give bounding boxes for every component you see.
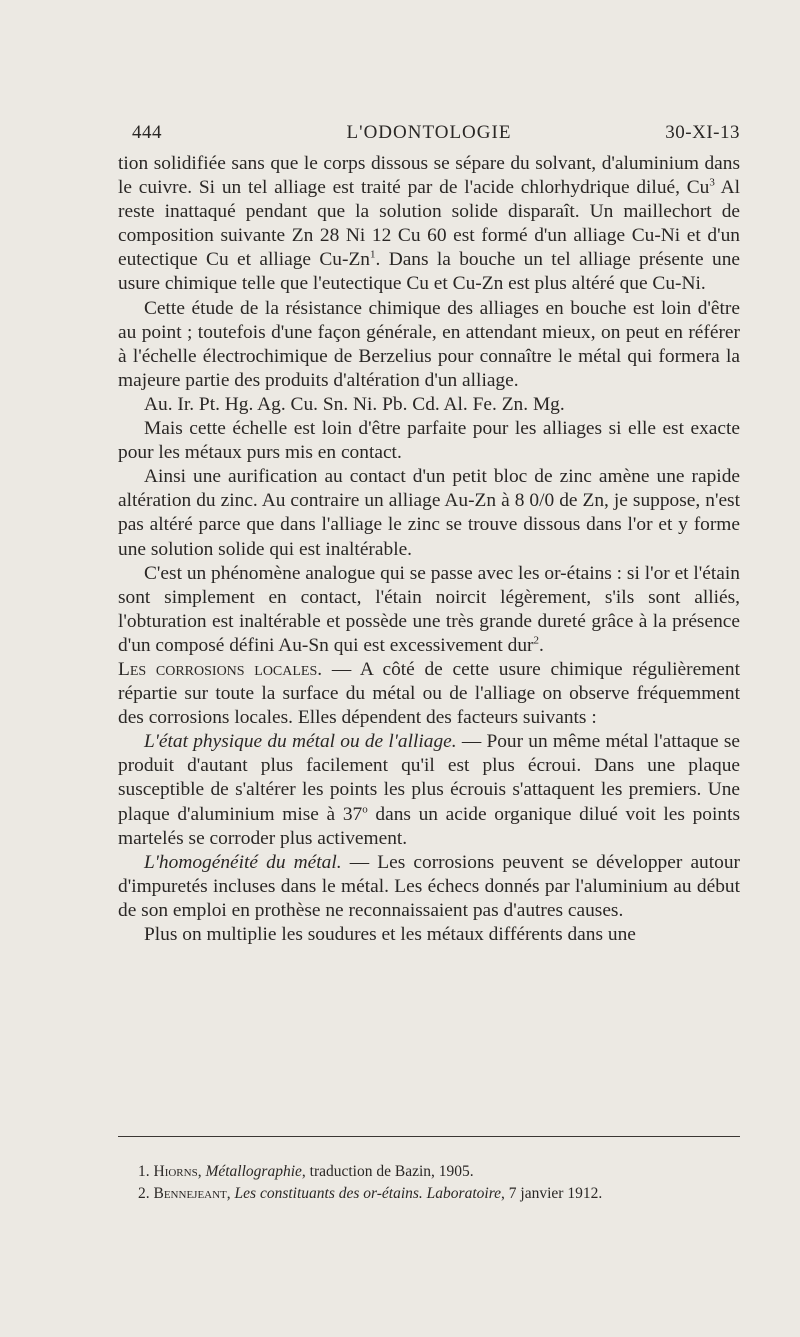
footnote-divider <box>118 1136 740 1137</box>
paragraph-7 <box>118 658 740 730</box>
footnote-title: Métallographie <box>205 1163 302 1180</box>
footnote-ref-2: 2 <box>533 634 539 647</box>
paragraph-9 <box>118 851 740 923</box>
paragraph-5: Ainsi une aurification au contact d'un petit bloc de zinc amène une rapide altération du zinc. Au contraire un alliage Au-Zn à 8 0/0 de Zn, je suppose, n'est pas altéré parce que dans l'alliage le zinc se trouve dissous dans l'or et y forme une solution solide qui est inaltérable. <box>118 466 740 560</box>
subsection-heading: L'état physique du métal ou de l'alliage. <box>144 731 457 753</box>
text-run: Al reste inattaqué pendant que la solution solide disparaît. Un maillechort de composition suivante Zn 28 Ni 12 Cu 60 est formé d'un alliage Cu-Ni et d'un eutectique Cu et alliage Cu-Zn <box>118 177 740 271</box>
paragraph-1 <box>118 152 740 297</box>
issue-date: 30-XI-13 <box>665 122 740 143</box>
footnote-title: Les constituants des or-étains. Laboratoire <box>234 1185 502 1202</box>
footnote-number: 1. <box>138 1163 150 1180</box>
text-run: — A côté de cette usure chimique régulièrement répartie sur toute la surface du métal ou de l'alliage on observe fréquemment des corrosions locales. Elles dépendent des facteurs suivants : <box>118 658 740 729</box>
electrochemical-scale: Au. Ir. Pt. Hg. Ag. Cu. Sn. Ni. Pb. Cd. Al. Fe. Zn. Mg. <box>144 393 565 415</box>
text-run: C'est un phénomène analogue qui se passe avec les or-étains : si l'or et l'étain sont simplement en contact, l'étain noircit légèrement, s'ils sont alliés, l'obturation est inaltérable et possède une très grande dureté grâce à la présence d'un composé défini Au-Sn qui est excessivement dur <box>118 562 740 656</box>
text-run: . Dans la bouche un tel alliage présente une usure chimique telle que l'eutectique Cu et Cu-Zn est plus altéré que Cu-Ni. <box>118 249 741 295</box>
journal-title: L'ODONTOLOGIE <box>346 122 512 143</box>
footnote-2: 2. Bennejeant, Les constituants des or-étains. Laboratoire, 7 janvier 1912. <box>138 1185 603 1202</box>
text-run: dans un acide organique dilué voit les points martelés se corroder plus activement. <box>118 803 741 849</box>
paragraph-2: Cette étude de la résistance chimique des alliages en bouche est loin d'être au point ; toutefois d'une façon générale, en attendant mieux, on peut en référer à l'échelle électrochimique de Berzelius pour connaître le métal qui formera la majeure partie des produits d'altération d'un alliage. <box>118 297 740 391</box>
section-heading: Les corrosions locales. <box>118 658 323 680</box>
superscript: 3 <box>709 176 715 189</box>
text-run: tion solidifiée sans que le corps dissous se sépare du solvant, d'aluminium dans le cuivre. Si un tel alliage est traité par de l'acide chlorhydrique dilué, Cu <box>118 153 740 199</box>
paragraph-8 <box>118 730 740 850</box>
text-run: — Les corrosions peuvent se développer autour d'impuretés incluses dans le métal. Les échecs donnés par l'aluminium au début de son emploi en prothèse ne reconnaissaient pas d'autres causes. <box>118 851 740 921</box>
paragraph-6 <box>118 562 740 658</box>
footnotes <box>138 1161 738 1205</box>
running-header <box>118 122 740 152</box>
body-text <box>118 152 740 947</box>
paragraph-4: Mais cette échelle est loin d'être parfaite pour les alliages si elle est exacte pour les métaux purs mis en contact. <box>118 418 740 464</box>
footnote-details: , traduction de Bazin, 1905. <box>301 1163 474 1180</box>
footnote-author: Bennejeant <box>153 1185 227 1202</box>
footnote-ref-1: 1 <box>370 248 376 261</box>
paragraph-10: Plus on multiplie les soudures et les métaux différents dans une <box>144 924 636 945</box>
footnote-1: 1. Hiorns, Métallographie, traduction de Bazin, 1905. <box>138 1163 474 1180</box>
footnote-author: Hiorns <box>153 1163 198 1180</box>
text-run: . <box>538 634 544 656</box>
text-run: — Pour un même métal l'attaque se produit d'autant plus facilement qu'il est plus écroui. Dans une plaque susceptible de s'altérer les points les plus écrouis s'attaquent les premiers. Une plaque d'aluminium mise à 37 <box>118 731 740 825</box>
page-number: 444 <box>132 122 162 143</box>
degree-sign: o <box>362 803 368 816</box>
subsection-heading: L'homogénéité du métal. <box>144 851 342 873</box>
footnote-details: , 7 janvier 1912. <box>501 1185 603 1202</box>
footnote-number: 2. <box>138 1185 150 1202</box>
